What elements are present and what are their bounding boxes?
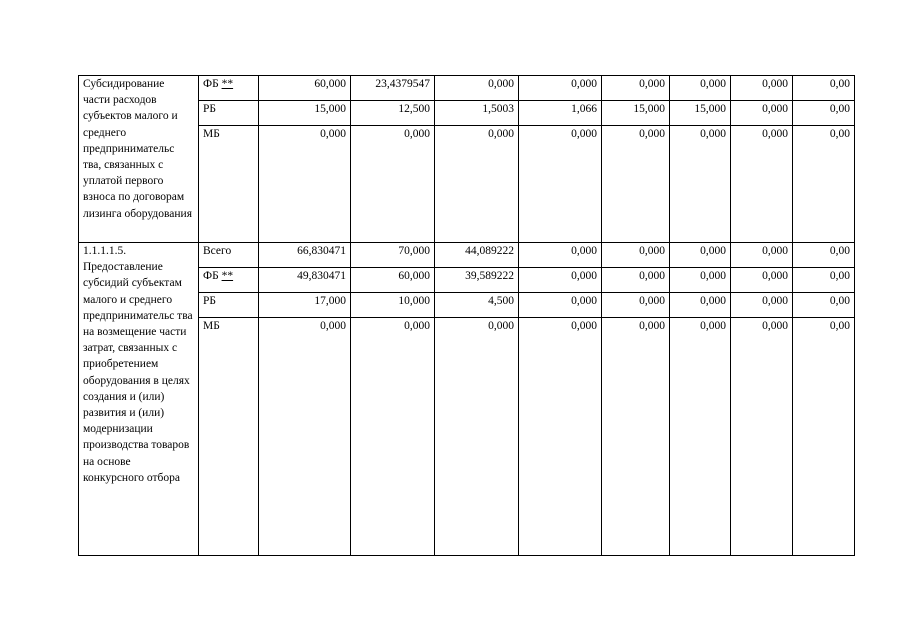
- funding-source-label: РБ: [203, 103, 216, 115]
- funding-source-label: МБ: [203, 128, 220, 140]
- value-cell: 0,000: [670, 268, 731, 293]
- value-cell: 60,000: [259, 76, 351, 101]
- funding-source-label: ФБ: [203, 270, 219, 282]
- value-cell: 0,000: [435, 318, 519, 556]
- value-cell: 12,500: [351, 101, 435, 126]
- value-cell: 0,000: [670, 243, 731, 268]
- value-cell: 0,00: [793, 318, 855, 556]
- value-cell: 1,5003: [435, 101, 519, 126]
- value-cell: 39,589222: [435, 268, 519, 293]
- value-cell: 0,000: [731, 126, 793, 243]
- funding-source-cell: [199, 268, 259, 293]
- value-cell: 70,000: [351, 243, 435, 268]
- footnote-marker: **: [221, 78, 234, 90]
- funding-source-label: Всего: [203, 245, 232, 257]
- value-cell: 60,000: [351, 268, 435, 293]
- value-cell: 49,830471: [259, 268, 351, 293]
- value-cell: 0,000: [731, 76, 793, 101]
- value-cell: 0,00: [793, 126, 855, 243]
- value-cell: 0,000: [602, 318, 670, 556]
- value-cell: 0,00: [793, 76, 855, 101]
- footnote-marker: **: [221, 270, 234, 282]
- value-cell: 0,000: [731, 268, 793, 293]
- funding-source-label: ФБ: [203, 78, 219, 90]
- value-cell: 0,000: [670, 126, 731, 243]
- funding-source-cell: [199, 76, 259, 101]
- value-cell: 10,000: [351, 293, 435, 318]
- funding-source-cell: [199, 318, 259, 556]
- value-cell: 0,000: [602, 293, 670, 318]
- value-cell: 0,000: [259, 318, 351, 556]
- value-cell: 15,000: [602, 101, 670, 126]
- value-cell: 0,00: [793, 243, 855, 268]
- funding-source-label: РБ: [203, 295, 216, 307]
- value-cell: 0,000: [731, 101, 793, 126]
- value-cell: 0,000: [602, 243, 670, 268]
- funding-source-cell: [199, 243, 259, 268]
- value-cell: 0,000: [519, 293, 602, 318]
- value-cell: 0,00: [793, 293, 855, 318]
- value-cell: 0,000: [731, 318, 793, 556]
- table-row: [79, 243, 855, 268]
- value-cell: 0,00: [793, 101, 855, 126]
- value-cell: 0,000: [519, 126, 602, 243]
- funding-source-label: МБ: [203, 320, 220, 332]
- value-cell: 0,000: [519, 76, 602, 101]
- funding-source-cell: [199, 126, 259, 243]
- value-cell: 17,000: [259, 293, 351, 318]
- measure-description: 1.1.1.1.5. Предоставление субсидий субъектам малого и среднего предпринимательс тва на возмещение части затрат, связанных с приобретением оборудования в целях создания и (или) развития и (или) модернизации производства товаров на основе конкурсного отбора: [79, 243, 199, 556]
- value-cell: 0,000: [519, 268, 602, 293]
- value-cell: 4,500: [435, 293, 519, 318]
- table-row: [79, 76, 855, 101]
- value-cell: 15,000: [259, 101, 351, 126]
- value-cell: 0,000: [435, 126, 519, 243]
- value-cell: 0,000: [670, 293, 731, 318]
- value-cell: 1,066: [519, 101, 602, 126]
- value-cell: 23,4379547: [351, 76, 435, 101]
- value-cell: 0,000: [670, 76, 731, 101]
- value-cell: 0,000: [519, 318, 602, 556]
- funding-source-cell: [199, 293, 259, 318]
- value-cell: 15,000: [670, 101, 731, 126]
- value-cell: 66,830471: [259, 243, 351, 268]
- value-cell: 0,000: [731, 243, 793, 268]
- value-cell: 0,000: [351, 126, 435, 243]
- value-cell: 44,089222: [435, 243, 519, 268]
- value-cell: 0,00: [793, 268, 855, 293]
- measure-description: Субсидирование части расходов субъектов малого и среднего предпринимательс тва, связанных с уплатой первого взноса по договорам лизинга оборудования: [79, 76, 199, 243]
- value-cell: 0,000: [435, 76, 519, 101]
- value-cell: 0,000: [602, 268, 670, 293]
- value-cell: 0,000: [602, 126, 670, 243]
- funding-table: [78, 75, 855, 556]
- value-cell: 0,000: [519, 243, 602, 268]
- value-cell: 0,000: [351, 318, 435, 556]
- value-cell: 0,000: [731, 293, 793, 318]
- value-cell: 0,000: [670, 318, 731, 556]
- value-cell: 0,000: [602, 76, 670, 101]
- funding-source-cell: [199, 101, 259, 126]
- value-cell: 0,000: [259, 126, 351, 243]
